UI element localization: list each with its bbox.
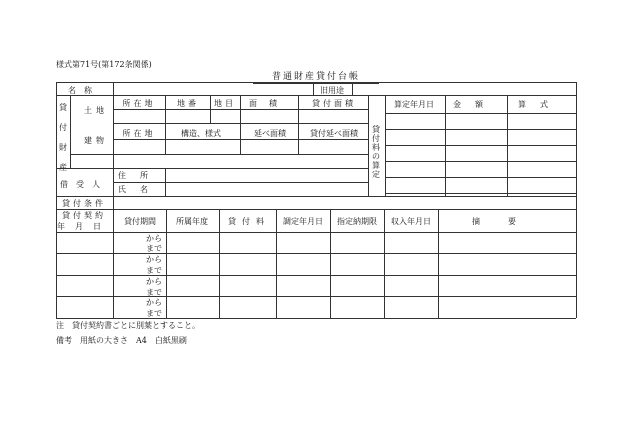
rule-contract-col-2 xyxy=(219,209,220,318)
rule-fee-row-4 xyxy=(385,177,576,178)
name-label: 名称 xyxy=(68,86,100,95)
rule-fee-label-col xyxy=(385,95,386,196)
rule-old-use-right xyxy=(352,82,353,96)
period-from-1: から xyxy=(146,234,162,243)
rule-contract-col-4 xyxy=(330,209,331,318)
fee-header-date: 算定年月日 xyxy=(394,100,434,109)
rule-contract-row-1 xyxy=(56,253,576,254)
rule-contract-col-3 xyxy=(276,209,277,318)
rule-contract-col-6 xyxy=(438,209,439,318)
rule-fee-row-1 xyxy=(385,129,576,130)
building-header-floor-area: 延べ面積 xyxy=(254,129,286,138)
land-header-lease-area: 貸付面積 xyxy=(312,99,356,108)
period-to-4: まで xyxy=(146,309,162,318)
contract-date-label-line1: 貸付契約 xyxy=(62,211,106,220)
land-label: 土地 xyxy=(84,106,108,115)
building-header-structure: 構造、様式 xyxy=(181,129,221,138)
rule-land-col-3 xyxy=(240,95,241,123)
rule-fee-row-2 xyxy=(385,145,576,146)
rule-contract-col-5 xyxy=(384,209,385,318)
contract-header-period: 貸付期間 xyxy=(124,217,156,226)
rule-contract-col-1 xyxy=(166,209,167,318)
rule-building-col-3 xyxy=(298,123,299,154)
land-header-category: 地目 xyxy=(214,99,236,108)
fee-group-label: 貸付料の算定 xyxy=(372,125,380,179)
building-header-lease-floor-area: 貸付延べ面積 xyxy=(310,129,358,138)
rule-fee-left xyxy=(368,95,369,196)
conditions-label: 貸付条件 xyxy=(62,199,106,208)
fee-header-formula: 算式 xyxy=(518,100,562,109)
land-header-area: 面積 xyxy=(249,99,289,108)
rule-borrower-mid xyxy=(113,182,368,183)
rule-bottom xyxy=(56,318,576,319)
rule-contract-row-3 xyxy=(56,296,576,297)
rule-borrower-col xyxy=(165,168,166,196)
rule-land-col-1 xyxy=(165,95,166,123)
rule-fee-col-1 xyxy=(445,95,446,196)
rule-label-col xyxy=(113,82,114,318)
rule-building-col-1 xyxy=(165,123,166,154)
borrower-label: 借受人 xyxy=(60,180,108,189)
old-use-label: 旧用途 xyxy=(320,86,344,95)
rule-top xyxy=(56,82,576,83)
period-to-2: まで xyxy=(146,266,162,275)
rule-contract-header xyxy=(56,232,576,233)
contract-header-due-date: 指定納期限 xyxy=(337,217,377,226)
rule-left xyxy=(56,82,57,318)
rule-old-use-left xyxy=(313,82,314,96)
contract-date-label-line2: 年月日 xyxy=(57,222,111,231)
land-header-location: 所在地 xyxy=(122,99,156,108)
period-from-2: から xyxy=(146,255,162,264)
period-from-4: から xyxy=(146,298,162,307)
rule-building-row-1 xyxy=(70,154,368,155)
rule-land-col-2 xyxy=(210,95,211,123)
rule-property-bottom xyxy=(56,168,368,169)
building-label: 建物 xyxy=(84,136,108,145)
rule-fee-row-3 xyxy=(385,161,576,162)
rule-fee-row-5 xyxy=(385,193,576,194)
rule-name-bottom xyxy=(56,95,576,96)
rule-fee-col-2 xyxy=(507,95,508,196)
period-to-3: まで xyxy=(146,288,162,297)
rule-building-col-2 xyxy=(240,123,241,154)
form-number: 様式第71号(第172条関係) xyxy=(56,60,152,69)
period-from-3: から xyxy=(146,277,162,286)
rule-borrower-bottom xyxy=(56,196,576,197)
contract-header-fee: 貸付料 xyxy=(228,217,270,226)
remarks-text: 備考 用紙の大きさ A4 白紙黒刷 xyxy=(56,336,187,345)
contract-header-summary: 摘要 xyxy=(472,217,544,226)
note-text: 注 貸付契約書ごとに別葉とすること。 xyxy=(56,321,200,330)
rule-right xyxy=(576,82,577,318)
contract-header-receipt-date: 収入年月日 xyxy=(391,217,431,226)
land-header-lot: 地番 xyxy=(177,99,199,108)
rule-land-col-4 xyxy=(298,95,299,123)
property-group-label: 貸付財産 xyxy=(59,103,67,172)
fee-header-amount: 金額 xyxy=(453,100,497,109)
page-title: 普通財産貸付台帳 xyxy=(271,72,361,82)
borrower-name-label: 氏名 xyxy=(118,185,162,194)
period-to-1: まで xyxy=(146,244,162,253)
borrower-address-label: 住所 xyxy=(118,171,162,180)
title-underline xyxy=(253,83,379,84)
rule-property-group xyxy=(70,95,71,168)
contract-header-fiscal-year: 所属年度 xyxy=(176,217,208,226)
rule-contract-row-2 xyxy=(56,275,576,276)
rule-fee-header xyxy=(385,113,576,114)
rule-conditions-bottom xyxy=(56,209,576,210)
contract-header-assess-date: 調定年月日 xyxy=(283,217,323,226)
building-header-location: 所在地 xyxy=(122,129,156,138)
